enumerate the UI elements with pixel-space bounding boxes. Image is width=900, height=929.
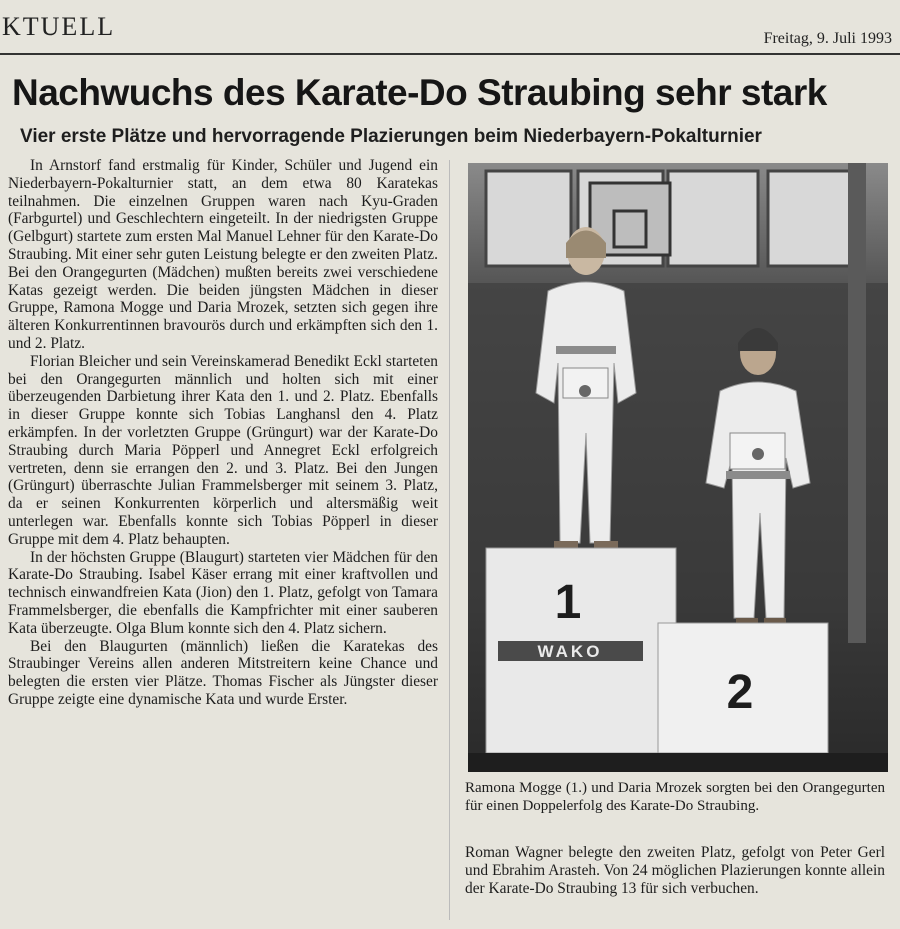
article-photo xyxy=(468,163,888,772)
article-paragraph: In Arnstorf fand erstmalig für Kinder, Schüler und Jugend ein Niederbayern-Pokalturnier statt, an dem etwa 80 Karatekas teilnahmen. Die einzelnen Gruppen waren nach Kyu-Graden (Farbgurtel) und Geschlechtern eingeteilt. In der niedrigsten Gruppe (Gelbgurt) startete zum ersten Mal Manuel Lehner für den Karate-Do Straubing. Mit einer sehr guten Leistung belegte er den zweiten Platz. Bei den Orangegurten (Mädchen) mußten bereits zwei verschiedene Katas gezeigt werden. Die beiden jüngsten Mädchen in dieser Gruppe, Ramona Mogge und Daria Mrozek, setzten sich gegen ihre älteren Konkurrentinnen bravourös durch und erkämpften sich den 1. und 2. Platz. xyxy=(8,157,438,352)
floor xyxy=(468,753,888,772)
masthead xyxy=(0,0,900,52)
article-paragraph: Bei den Blaugurten (männlich) ließen die Karatekas des Straubinger Vereins allen anderen Mitstreitern keine Chance und belegten die ersten vier Plätze. Thomas Fischer als Jüngster dieser Gruppe zeigte eine dynamische Kata und wurde Erster. xyxy=(8,637,438,708)
photo-caption-text: Ramona Mogge (1.) und Daria Mrozek sorgten bei den Orangegurten für einen Doppelerfolg des Karate-Do Straubing. xyxy=(465,780,885,814)
article-paragraph: Florian Bleicher und sein Vereinskamerad Benedikt Eckl starteten bei den Orangegurten männlich und holten sich mit einer überzeugenden Darbietung ihrer Kata den 1. und 2. Platz. Ebenfalls in dieser Gruppe konnte sich Tobias Langhansl den 4. Platz erkämpfen. In der vorletzten Gruppe (Grüngurt) war der Karate-Do Straubing durch Maria Pöpperl und Annegret Eckl erfolgreich vertreten, denn sie errangen den 2. und 3. Platz. Bei den Jungen (Grüngurt) überraschte Julian Frammelsberger mit seinem 3. Platz, da er seinen Konkurrenten körperlich und altersmäßig weit unterlegen war. Ebenfalls konnte sich Tobias Pöpperl in dieser Gruppe mit dem 4. Platz behaupten. xyxy=(8,352,438,548)
issue-date: Freitag, 9. Juli 1993 xyxy=(763,30,892,47)
pillar xyxy=(848,163,866,643)
article-closing-paragraph: Roman Wagner belegte den zweiten Platz, gefolgt von Peter Gerl und Ebrahim Arasteh. Von 24 möglichen Plazierungen konnte allein der Karate-Do Straubing 13 für sich verbuchen. xyxy=(465,844,885,897)
masthead-rule xyxy=(0,53,900,55)
podium-banner-text: WAKO xyxy=(537,642,603,661)
photo-caption xyxy=(465,780,885,815)
article-closing-column xyxy=(465,844,885,897)
column-divider xyxy=(449,160,450,920)
article-body-column xyxy=(8,157,438,709)
section-name: KTUELL xyxy=(2,12,116,41)
podium-photo-illustration xyxy=(468,163,888,772)
podium-first-number: 1 xyxy=(554,576,582,629)
podium-second-number: 2 xyxy=(726,666,754,719)
article-headline: Nachwuchs des Karate-Do Straubing sehr stark xyxy=(12,72,827,113)
article-paragraph: In der höchsten Gruppe (Blaugurt) starteten vier Mädchen für den Karate-Do Straubing. Isabel Käser errang mit einer kraftvollen und technisch einwandfreien Kata (Jion) den 1. Platz, gefolgt von Tamara Frammelsberger, die ebenfalls die Kampfrichter mit einer sauberen Kata überzeugte. Olga Blum konnte sich den 4. Platz sichern. xyxy=(8,548,438,637)
article-subheadline: Vier erste Plätze und hervorragende Plazierungen beim Niederbayern-Pokalturnier xyxy=(20,126,762,147)
